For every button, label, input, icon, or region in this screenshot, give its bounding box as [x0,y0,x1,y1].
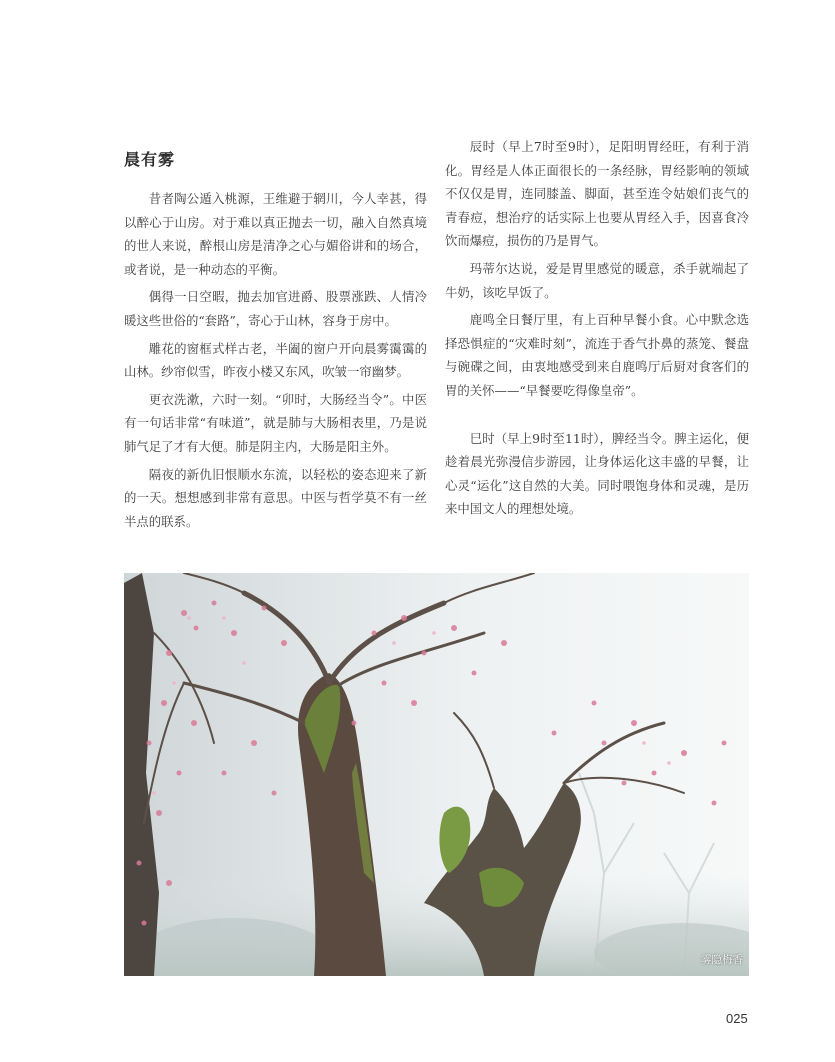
paragraph: 雕花的窗框式样古老，半阖的窗户开向晨雾霭霭的山林。纱帘似雪，昨夜小楼又东风，吹皱一帘幽梦。 [124,340,427,380]
photo-caption: 雾隐梅香 [701,954,743,966]
section-spacer [445,407,749,427]
page-number: 025 [726,1011,748,1026]
article-title: 晨有雾 [124,150,176,170]
paragraph: 辰时（早上7时至9时），足阳明胃经旺，有利于消化。胃经是人体正面很长的一条经脉，胃经影响的领域不仅仅是胃，连同膝盖、脚面，甚至连令姑娘们丧气的青春痘，想治疗的话实际上也要从胃经入手，因喜食冷饮而爆痘，损伤的乃是胃气。 [445,139,749,249]
paragraph: 更衣洗漱，六时一刻。“卯时，大肠经当令”。中医有一句话非常“有味道”，就是肺与大肠相表里，乃是说肺气足了才有大便。肺是阴主内，大肠是阳主外。 [124,391,427,454]
paragraph: 偶得一日空暇，抛去加官进爵、股票涨跌、人情冷暖这些世俗的“套路”，寄心于山林，容身于房中。 [124,289,427,328]
right-text-column [445,135,749,525]
paragraph: 玛蒂尔达说，爱是胃里感觉的暖意，杀手就端起了牛奶，该吃早饭了。 [445,260,749,300]
paragraph: 巳时（早上9时至11时），脾经当令。脾主运化，便趁着晨光弥漫信步游园，让身体运化这丰盛的早餐，让心灵“运化”这自然的大美。同时喂饱身体和灵魂，是历来中国文人的理想处境。 [445,430,749,517]
left-text-column [124,187,427,537]
paragraph: 昔者陶公遁入桃源，王维避于辋川，今人幸甚，得以醉心于山房。对于难以真正抛去一切，融入自然真境的世人来说，醉根山房是清净之心与媚俗讲和的场合，或者说，是一种动态的平衡。 [124,191,427,277]
paragraph: 鹿鸣全日餐厅里，有上百种早餐小食。心中默念选择恐惧症的“灾难时刻”，流连于香气扑鼻的蒸笼、餐盘与碗碟之间，由衷地感受到来自鹿鸣厅后厨对食客们的胃的关怀——“早餐要吃得像皇帝”。 [445,312,749,398]
plum-tree-illustration [124,573,749,976]
plum-blossom-photo [124,573,749,976]
paragraph: 隔夜的新仇旧恨顺水东流，以轻松的姿态迎来了新的一天。想想感到非常有意思。中医与哲学莫不有一丝半点的联系。 [124,466,427,529]
